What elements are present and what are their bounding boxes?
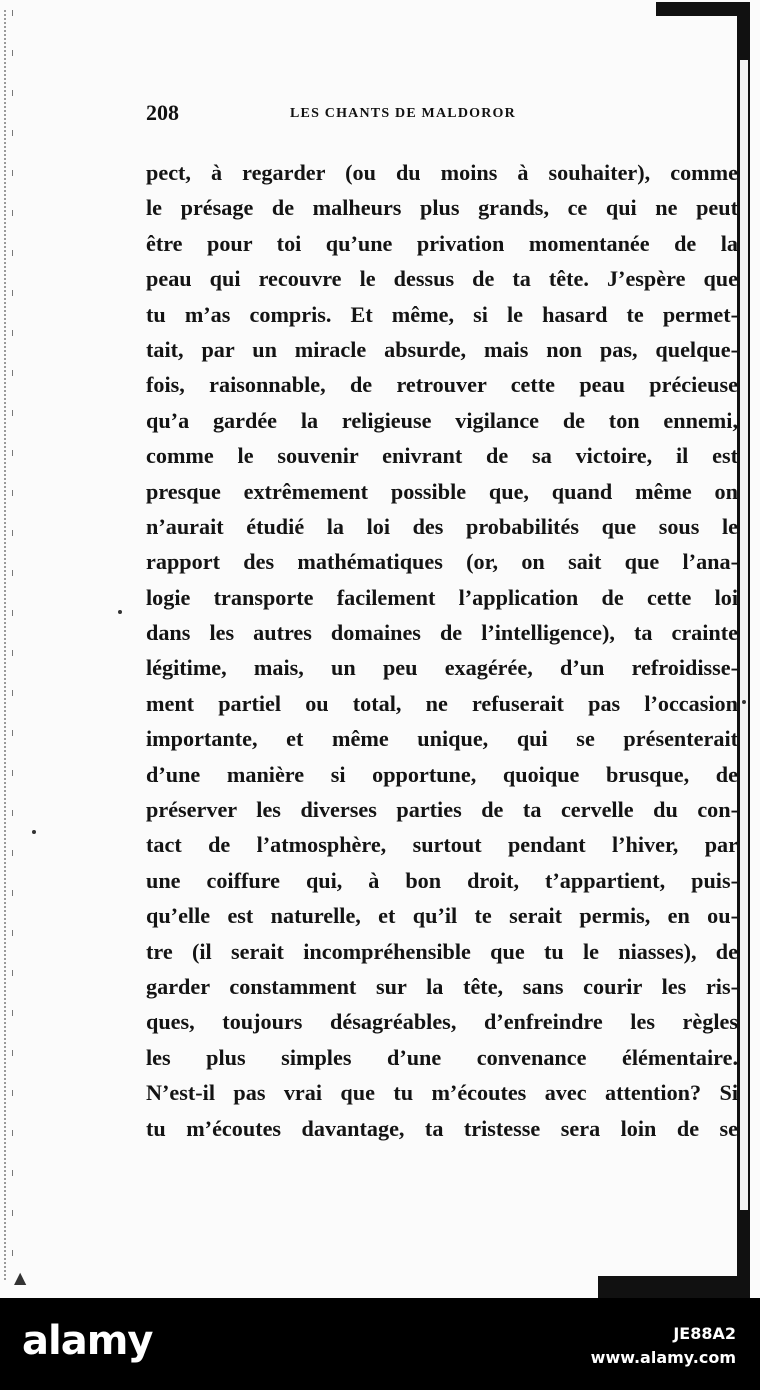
- page-header: [146, 100, 744, 132]
- text-line: pect, à regarder (ou du moins à souhaiter), comme: [146, 160, 738, 185]
- image-id: JE88A2: [673, 1324, 736, 1343]
- scan-corner-mark: ▲: [14, 1268, 27, 1287]
- text-line: n’aurait étudié la loi des probabilités que sous le: [146, 513, 738, 539]
- text-line: tre (il serait incompréhensible que tu le niasses), de: [146, 938, 738, 964]
- text-line: le présage de malheurs plus grands, ce qui ne peut: [146, 195, 738, 221]
- text-line: presque extrêmement possible que, quand même on: [146, 478, 738, 504]
- scan-bottom-border: [598, 1276, 750, 1298]
- text-line: tu m’écoutes davantage, ta tristesse sera loin de se: [146, 1115, 738, 1141]
- text-line: dans les autres domaines de l’intelligence), ta crainte: [146, 620, 738, 646]
- text-line: peau qui recouvre le dessus de ta tête. J’espère que: [146, 266, 738, 292]
- text-line: tu m’as compris. Et même, si le hasard te permet-: [146, 301, 738, 327]
- text-line: garder constamment sur la tête, sans courir les ris-: [146, 973, 738, 999]
- scan-speck: [118, 610, 122, 614]
- text-line: préserver les diverses parties de ta cervelle du con-: [146, 797, 738, 823]
- page-number: 208: [146, 100, 179, 125]
- text-line: une coiffure qui, à bon droit, t’appartient, puis-: [146, 867, 738, 893]
- scan-speck: [32, 830, 36, 834]
- alamy-logo: alamy: [22, 1318, 153, 1364]
- text-line: légitime, mais, un peu exagérée, d’un refroidisse-: [146, 655, 738, 681]
- text-line: N’est-il pas vrai que tu m’écoutes avec attention? Si: [146, 1080, 738, 1106]
- text-line: tait, par un miracle absurde, mais non pas, quelque-: [146, 336, 738, 362]
- text-line: qu’elle est naturelle, et qu’il te serait permis, en ou-: [146, 903, 738, 929]
- text-line: d’une manière si opportune, quoique brusque, de: [146, 761, 738, 787]
- text-line: logie transporte facilement l’application de cette loi: [146, 584, 738, 610]
- watermark-url: www.alamy.com: [590, 1348, 736, 1367]
- body-text: [146, 155, 738, 1146]
- text-line: comme le souvenir enivrant de sa victoire, il est: [146, 443, 738, 469]
- text-line: fois, raisonnable, de retrouver cette peau précieuse: [146, 372, 738, 398]
- text-line: ques, toujours désagréables, d’enfreindre les règles: [146, 1009, 738, 1035]
- scan-speck: [742, 700, 746, 704]
- text-line: tact de l’atmosphère, surtout pendant l’hiver, par: [146, 832, 738, 858]
- watermark-footer: [0, 1298, 760, 1390]
- text-line: les plus simples d’une convenance élémentaire.: [146, 1044, 738, 1070]
- scan-left-edge: [4, 10, 20, 1280]
- text-line: ment partiel ou total, ne refuserait pas l’occasion: [146, 690, 738, 716]
- text-line: importante, et même unique, qui se présenterait: [146, 726, 738, 752]
- text-line: qu’a gardée la religieuse vigilance de ton ennemi,: [146, 407, 738, 433]
- text-line: être pour toi qu’une privation momentanée de la: [146, 230, 738, 256]
- scan-right-gap: [740, 60, 748, 1210]
- scan-top-border: [656, 2, 748, 16]
- text-line: rapport des mathématiques (or, on sait que l’ana-: [146, 549, 738, 575]
- running-title: LES CHANTS DE MALDOROR: [290, 106, 516, 121]
